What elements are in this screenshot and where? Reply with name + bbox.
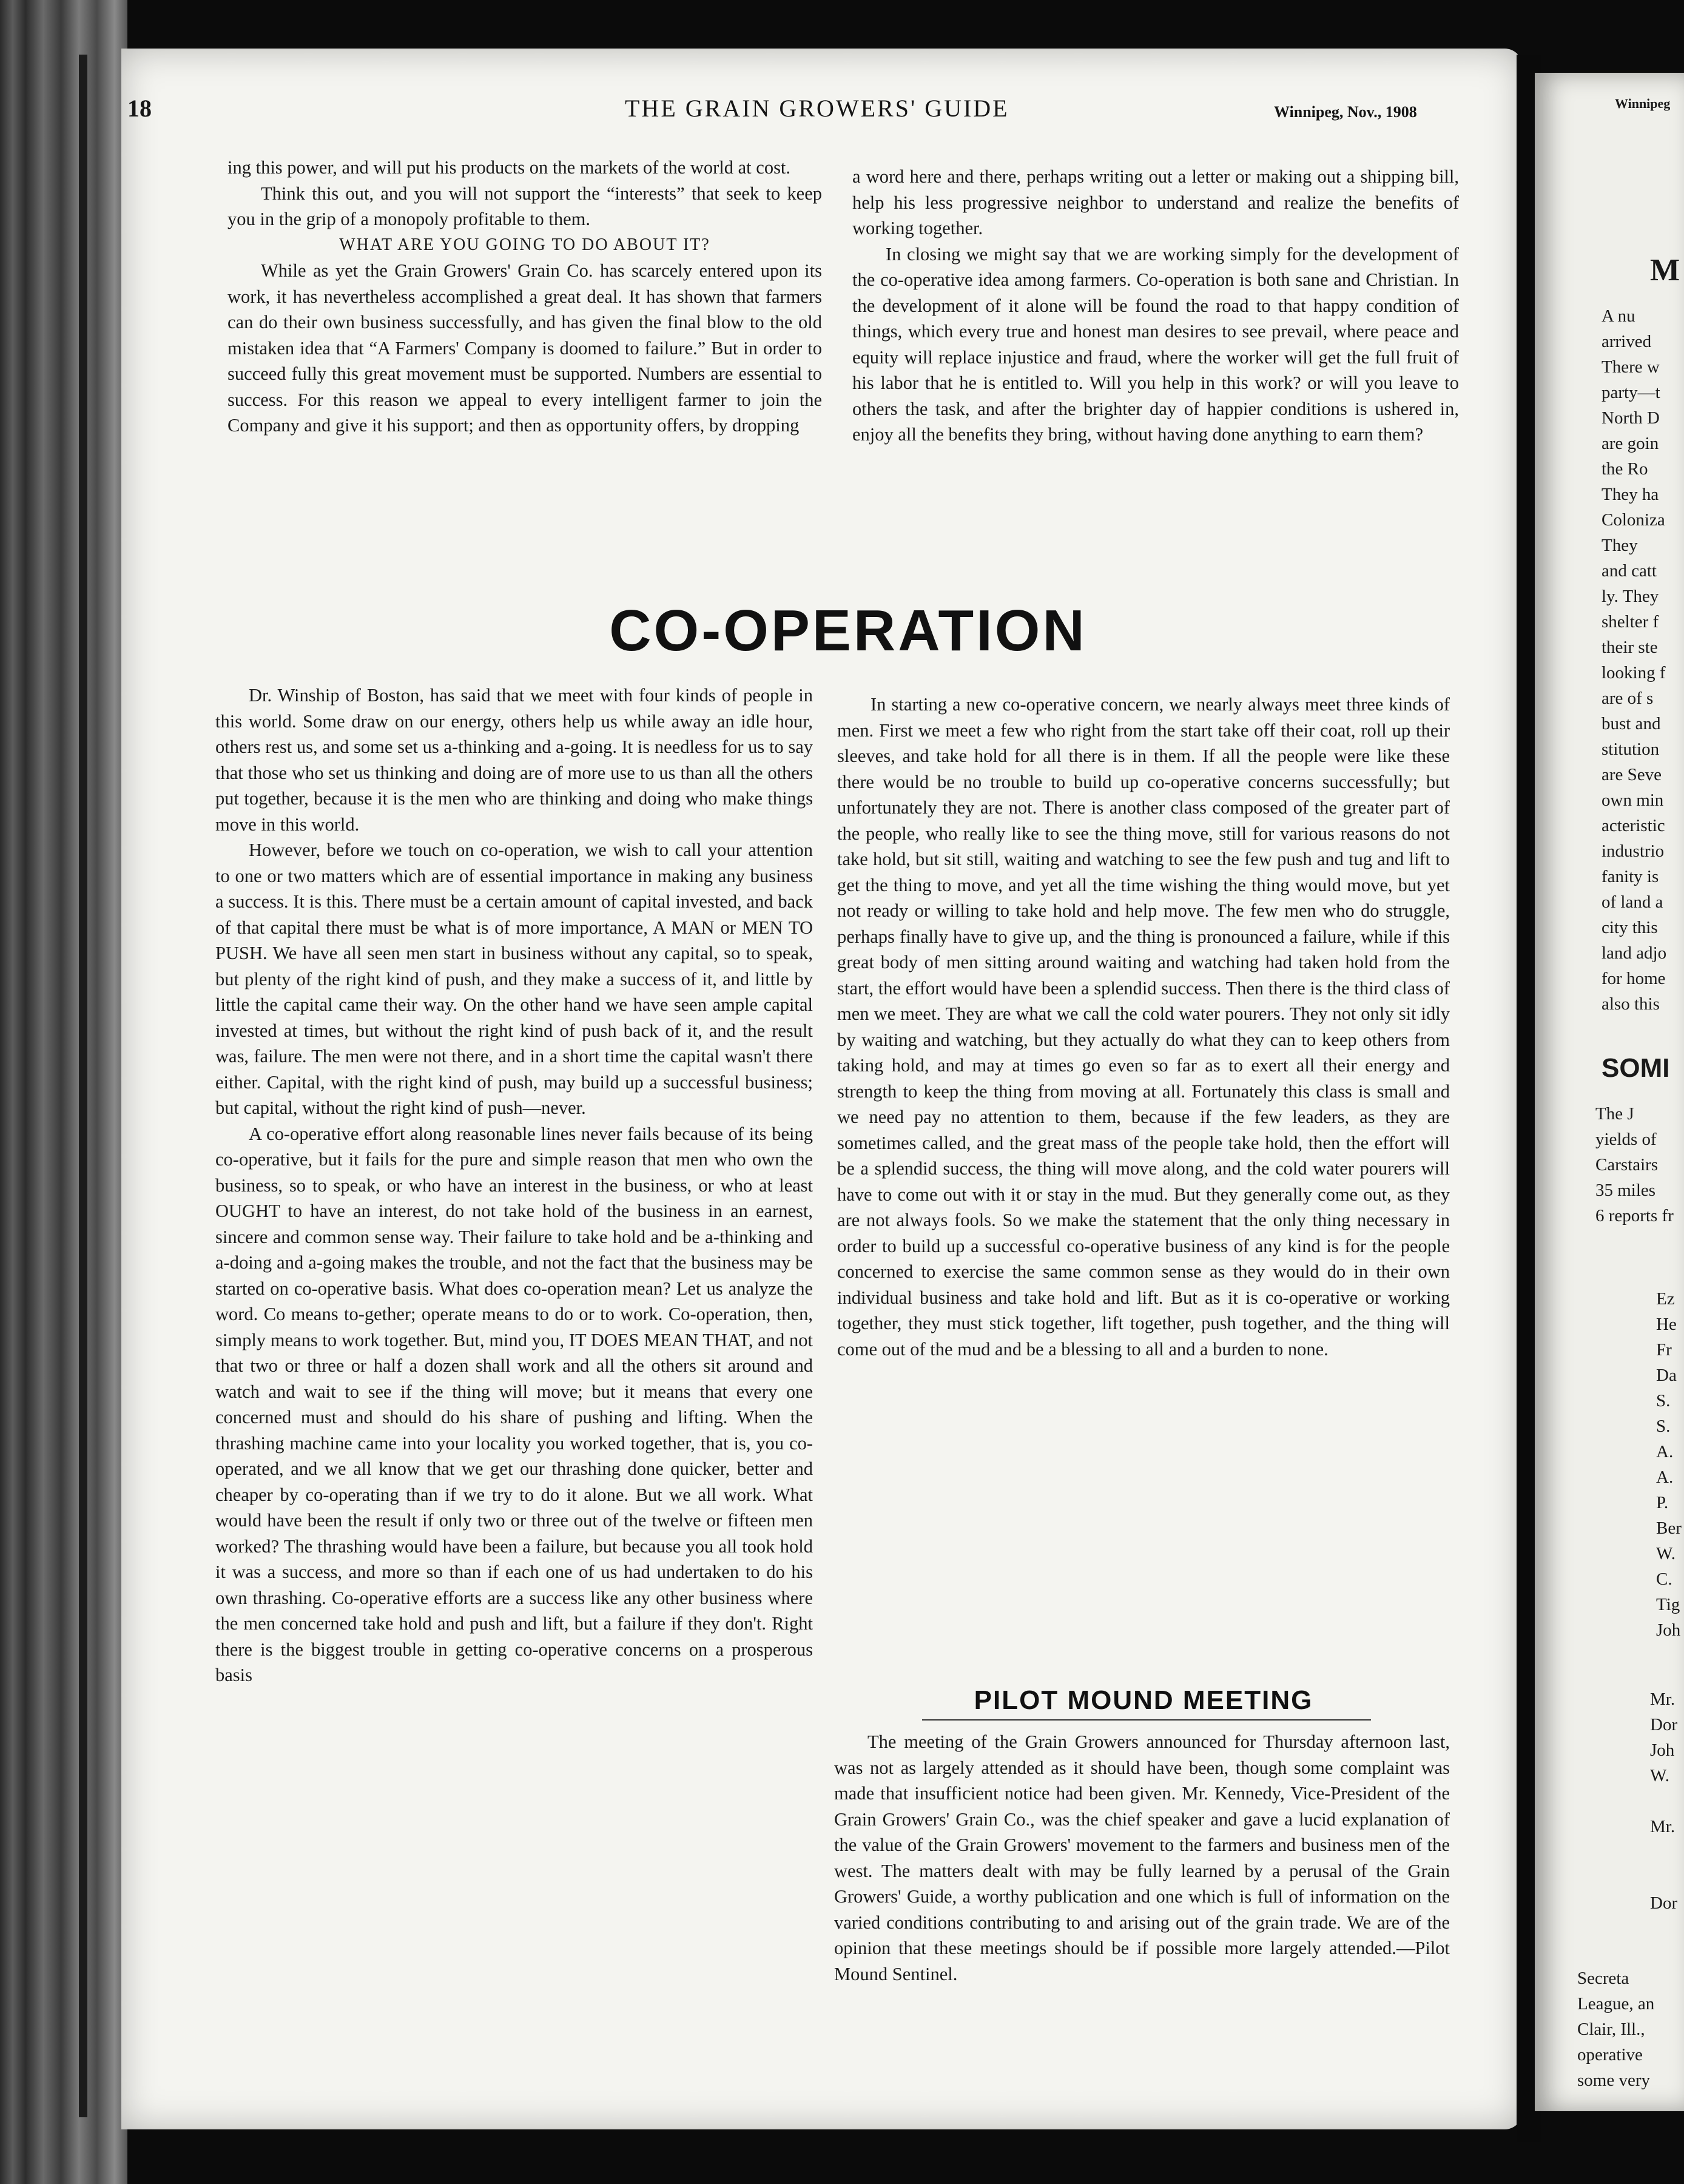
book-binding bbox=[0, 0, 127, 2184]
next-page-line: C. bbox=[1656, 1569, 1672, 1589]
next-page-line: Ez bbox=[1656, 1289, 1675, 1309]
next-page-line: yields of bbox=[1595, 1130, 1657, 1149]
next-page-line: Dor bbox=[1650, 1715, 1678, 1734]
top-right-column bbox=[852, 164, 1459, 448]
next-page-line: are Seve bbox=[1601, 765, 1662, 784]
next-page-heading: SOMI bbox=[1601, 1053, 1670, 1083]
next-page-line: League, an bbox=[1577, 1994, 1655, 2014]
subheading: WHAT ARE YOU GOING TO DO ABOUT IT? bbox=[339, 235, 710, 254]
next-page-line: Ber bbox=[1656, 1518, 1682, 1538]
next-page-line: Joh bbox=[1650, 1741, 1675, 1760]
next-page-header: Winnipeg bbox=[1615, 96, 1671, 111]
next-page-line bbox=[1650, 1839, 1677, 1865]
paragraph: A co-operative effort along reasonable lines never fails because of its being co-operative, but it fails for the pure and simple reason that men who own the business, so to speak, or who have an interest in the business, or who at least OUGHT to have an interest, do not take hold of the business in an earnest, sincere and common sense way. Their failure to take hold and be a-thinking and a-doing and a-going makes the trouble, and not the fact that the business may be started on co-operative basis. What does co-operation mean? Let us analyze the word. Co means to-gether; operate means to do or to work. Co-operation, then, simply means to work together. But, mind you, IT DOES MEAN THAT, and not that two or three or half a dozen shall work and all the others sit around and watch and wait to see if the thing will move; but it means that every one concerned must and should do his share of pushing and lifting. When the thrashing machine came into your locality you worked together, that is, you co-operated, and we all know that we get our thrashing done quicker, better and cheaper by co-operating than if we try to do it alone. But we all work. What would have been the result if only two or three out of the twelve or fifteen men worked? The thrashing would have been a failure, but because you all took hold it was a success, and more so than if each one of us had undertaken to do his own thrashing. Co-operative efforts are a success like any other business where the men concerned take hold and push and lift, but a failure if they don't. Right there is the biggest trouble in getting co-operative concerns on a prosperous basis bbox=[215, 1123, 813, 1685]
next-page-line: P. bbox=[1656, 1493, 1669, 1512]
next-page-line: North D bbox=[1601, 408, 1660, 428]
issue-date: Winnipeg, Nov., 1908 bbox=[1274, 103, 1417, 121]
next-page-line: They ha bbox=[1601, 485, 1659, 504]
next-page-line bbox=[1650, 1865, 1677, 1890]
paragraph: In starting a new co-operative concern, we nearly always meet three kinds of men. First we meet a few who right from the start take off their coat, roll up their sleeves, and take hold for all there is in them. If all the people were like these there would be no trouble to build up co-operative concerns successfully; but unfortunately they are not. There is another class composed of the greater part of the people, who really like to see the thing move, still for various reasons do not take hold, but sit still, waiting and watching to see the few push and tug and lift to get the thing to move, and yet all the time wishing the thing would move, but yet not ready or willing to take hold and help move. The few men who do struggle, perhaps finally have to give up, and the thing is pronounced a failure, while if this great body of men sitting around waiting and watching had taken hold from the start, the effort would have been a splendid success. Then there is the third class of men we meet. They are what we call the cold water pourers. They not only sit idly by waiting and watching, but they actually do what they can to keep others from taking hold, and may at times go even so far as to exert all their energy and strength to keep the thing from moving at all. Fortunately this class is small and we need pay no attention to them, because if the few leaders, as they are sometimes called, and the great mass of the people take hold, then the effort will be a splendid success, the thing will move along, and the cold water pourers will have to come out with it or stay in the mud. But they generally come out, as they are not always fools. So we make the statement that the only thing necessary in order to build up a successful co-operative business of any kind is for the people concerned to exercise the same common sense as they would do in their own individual business and take hold and lift. But as it is co-operative or working together, they must stick together, lift together, push together, and the thing will come out of the mud and be a blessing to all and a burden to none. bbox=[837, 694, 1450, 1360]
next-page-line: S. bbox=[1656, 1417, 1671, 1436]
next-page-line: operative bbox=[1577, 2045, 1643, 2064]
next-page-line: Clair, Ill., bbox=[1577, 2020, 1645, 2039]
paragraph: The meeting of the Grain Growers announced for Thursday afternoon last, was not as largely attended as it should have been, though some complaint was made that insufficient notice had been given. Mr. Kennedy, Vice-President of the Grain Growers' Grain Co., was the chief speaker and gave a lucid explanation of the value of the Grain Growers' movement to the farmers and business men of the west. The matters dealt with may be fully learned by a perusal of the Grain Growers' Guide, a worthy publication and one which is full of information on the varied conditions contributing to and arising out of the grain trade. We are of the opinion that these meetings should be if possible more largely attended.—Pilot Mound Sentinel. bbox=[834, 1731, 1450, 1984]
next-page-line: and catt bbox=[1601, 561, 1657, 581]
next-page-list-fragment bbox=[1656, 1286, 1682, 1643]
next-page-line: 6 reports fr bbox=[1595, 1206, 1674, 1225]
next-page-line: 35 miles bbox=[1595, 1181, 1656, 1200]
running-title: THE GRAIN GROWERS' GUIDE bbox=[625, 95, 1009, 122]
next-page-line: of land a bbox=[1601, 892, 1663, 912]
next-page-line: for home bbox=[1601, 969, 1666, 988]
next-page-line: Da bbox=[1656, 1366, 1677, 1385]
cooperation-left-column bbox=[215, 682, 813, 1688]
next-page-line: party—t bbox=[1601, 383, 1660, 402]
next-page-line: ly. They bbox=[1601, 587, 1659, 606]
pilot-mound-column bbox=[834, 1729, 1450, 1987]
next-page-line: some very bbox=[1577, 2071, 1650, 2090]
next-page-line: Dor bbox=[1650, 1893, 1678, 1913]
next-page-line: are goin bbox=[1601, 434, 1659, 453]
next-page-line: acteristic bbox=[1601, 816, 1665, 835]
paragraph: While as yet the Grain Growers' Grain Co. has scarcely entered upon its work, it has nevertheless accomplished a great deal. It has shown that farmers can do their own business successfully, and has given the final blow to the old mistaken idea that “A Farmers' Company is doomed to failure.” But in order to succeed fully this great movement must be supported. Numbers are essential to success. For this reason we appeal to every intelligent farmer to join the Company and give it his support; and then as opportunity offers, by dropping bbox=[227, 260, 822, 436]
next-page-line: They bbox=[1601, 536, 1638, 555]
paragraph: Think this out, and you will not support the “interests” that seek to keep you in the grip of a monopoly profitable to them. bbox=[227, 183, 822, 229]
top-left-column bbox=[227, 155, 822, 439]
next-page-line: are of s bbox=[1601, 689, 1654, 708]
page-number: 18 bbox=[127, 95, 152, 122]
next-page-line: S. bbox=[1656, 1391, 1671, 1410]
binding-shadow bbox=[79, 55, 87, 2117]
paragraph: ing this power, and will put his products on the markets of the world at cost. bbox=[227, 157, 791, 178]
next-page-line: Tig bbox=[1656, 1595, 1680, 1614]
next-page-line: stitution bbox=[1601, 740, 1660, 759]
next-page-line: Mr. bbox=[1650, 1817, 1676, 1836]
next-page-line: There w bbox=[1601, 357, 1660, 377]
next-page-line: arrived bbox=[1601, 332, 1652, 351]
next-page-line: fanity is bbox=[1601, 867, 1659, 886]
next-page-line: looking f bbox=[1601, 663, 1666, 682]
next-page-line: own min bbox=[1601, 790, 1664, 810]
next-page-line: He bbox=[1656, 1315, 1677, 1334]
next-page-line: their ste bbox=[1601, 638, 1658, 657]
next-page-line: W. bbox=[1650, 1766, 1669, 1785]
next-page-line: A nu bbox=[1601, 306, 1635, 326]
next-page-column-fragment bbox=[1595, 1101, 1674, 1228]
next-page-line: also this bbox=[1601, 994, 1660, 1014]
paragraph: a word here and there, perhaps writing out a letter or making out a shipping bill, help his less progressive neighbor to understand and realize the benefits of working together. bbox=[852, 166, 1459, 238]
pilot-mound-heading: PILOT MOUND MEETING bbox=[974, 1685, 1313, 1715]
next-page-line: Fr bbox=[1656, 1340, 1672, 1360]
next-page-line: Carstairs bbox=[1595, 1155, 1659, 1175]
next-page-line: shelter f bbox=[1601, 612, 1659, 632]
next-page-line bbox=[1650, 1788, 1677, 1814]
next-page-line: W. bbox=[1656, 1544, 1676, 1563]
next-page-line: Joh bbox=[1656, 1620, 1681, 1640]
next-page-line: Mr. bbox=[1650, 1690, 1676, 1709]
next-page-line: industrio bbox=[1601, 841, 1665, 861]
paragraph: However, before we touch on co-operation, we wish to call your attention to one or two matters which are of essential importance in making any business a success. It is this. There must be a certain amount of capital invested, and back of that capital there must be what is of more importance, A MAN or MEN TO PUSH. We have all seen men start in business without any capital, so to speak, but plenty of the right kind of push, and they make a success of it, and little by little the capital came their way. On the other hand we have seen ample capital invested at times, but without the right kind of push back of it, and the result was, failure. The men were not there, and in a short time the capital wasn't there either. Capital, with the right kind of push, may build up a successful business; but capital, without the right kind of push—never. bbox=[215, 840, 813, 1118]
next-page-line: land adjo bbox=[1601, 943, 1667, 963]
next-page-line: Coloniza bbox=[1601, 510, 1665, 530]
next-page-line: Secreta bbox=[1577, 1969, 1629, 1988]
paragraph: Dr. Winship of Boston, has said that we meet with four kinds of people in this world. Some draw on our energy, others help us while away an idle hour, others rest us, and some set us a-thinking and a-going. It is needless for us to say that those who set us thinking and doing are of more use to us than all the others put together, because it is the men who are thinking and doing who make things move in this world. bbox=[215, 685, 813, 835]
cooperation-right-column bbox=[837, 692, 1450, 1362]
article-headline: CO-OPERATION bbox=[609, 598, 1087, 663]
next-page-column-fragment bbox=[1577, 1966, 1654, 2093]
heading-rule bbox=[922, 1719, 1371, 1721]
next-page-line: bust and bbox=[1601, 714, 1661, 733]
paragraph: In closing we might say that we are working simply for the development of the co-operative idea among farmers. Co-operation is both sane and Christian. In the development of it alone will be found the road to that happy condition of things, which every true and honest man desires to see prevail, where peace and equity will replace injustice and fraud, where the worker will get the full fruit of his labor that he is entitled to. Will you help in this work? or will you leave to others the task, and after the brighter day of happier conditions is ushered in, enjoy all the benefits they bring, without having done anything to earn them? bbox=[852, 243, 1459, 445]
next-page-line: city this bbox=[1601, 918, 1658, 937]
next-page-list-fragment bbox=[1650, 1687, 1677, 1916]
next-page-column-fragment bbox=[1601, 303, 1666, 1017]
next-page-line: The J bbox=[1595, 1104, 1634, 1124]
next-page-line: A. bbox=[1656, 1442, 1674, 1461]
next-page-line: the Ro bbox=[1601, 459, 1648, 479]
next-page-heading-letter: M bbox=[1650, 253, 1680, 288]
next-page-line: A. bbox=[1656, 1468, 1674, 1487]
